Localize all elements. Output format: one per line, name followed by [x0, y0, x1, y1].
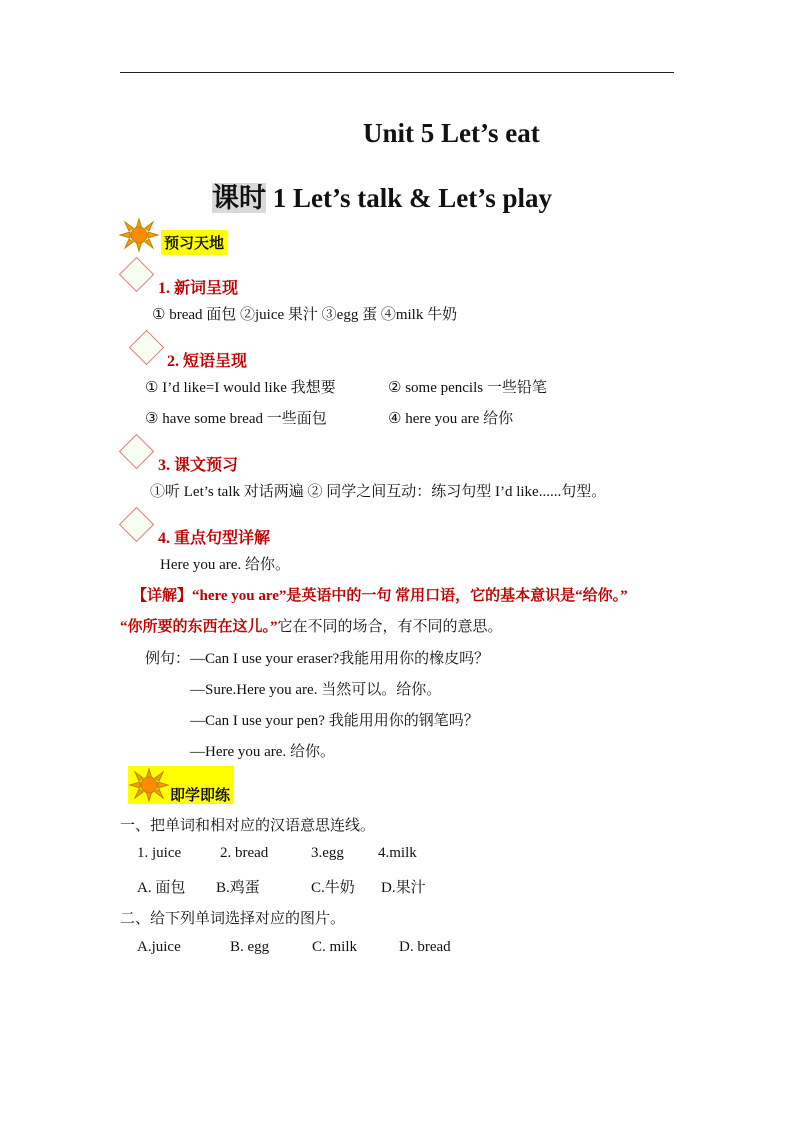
q1-word-4: 4.milk — [378, 845, 417, 861]
section-2-heading: 2. 短语呈现 — [167, 353, 248, 370]
diamond-icon — [119, 434, 154, 469]
diamond-icon — [129, 330, 164, 365]
preview-badge: 预习天地 — [161, 230, 227, 255]
lesson-label: 课时 — [212, 183, 266, 213]
diamond-icon — [119, 257, 154, 292]
sun-icon — [118, 218, 160, 252]
q1-meaning-d: D.果汁 — [381, 880, 426, 896]
q2-option-c: C. milk — [312, 939, 358, 955]
practice-badge: 即学即练 — [170, 788, 231, 804]
example-label: 例句： — [145, 651, 191, 667]
phrase-2: ② some pencils 一些铅笔 — [388, 380, 547, 396]
q1-word-2: 2. bread — [220, 845, 269, 861]
detail-line-2 — [120, 615, 503, 636]
q2-prompt: 二、给下列单词选择对应的图片。 — [120, 911, 346, 927]
q1-meaning-c: C.牛奶 — [311, 880, 355, 896]
phrase-1: ① I’d like=I would like 我想要 — [145, 380, 336, 396]
example-3: —Can I use your pen? 我能用用你的钢笔吗？ — [190, 713, 479, 729]
q1-prompt: 一、把单词和相对应的汉语意思连线。 — [120, 818, 376, 834]
lesson-title-text: 1 Let’s talk & Let’s play — [272, 183, 552, 213]
diamond-icon — [119, 507, 154, 542]
q2-option-a: A.juice — [137, 939, 181, 955]
detail-rest: 它在不同的场合，有不同的意思。 — [277, 619, 503, 635]
q1-word-3: 3.egg — [311, 845, 344, 861]
section-1-heading: 1. 新词呈现 — [158, 280, 239, 297]
q1-meaning-b: B.鸡蛋 — [216, 880, 260, 896]
example-2: —Sure.Here you are. 当然可以。给你。 — [190, 682, 442, 698]
sun-icon — [128, 768, 170, 802]
text-preview-line: ①听 Let’s talk 对话两遍 ② 同学之间互动：练习句型 I’d like......句型。 — [150, 484, 607, 500]
q2-option-d: D. bread — [399, 939, 451, 955]
example-1: —Can I use your eraser?我能用用你的橡皮吗？ — [190, 651, 490, 667]
section-3-heading: 3. 课文预习 — [158, 457, 239, 474]
lesson-title — [212, 176, 552, 215]
q2-option-b: B. egg — [230, 939, 270, 955]
phrase-3: ③ have some bread 一些面包 — [145, 411, 327, 427]
section-4-heading: 4. 重点句型详解 — [158, 530, 271, 547]
unit-title: Unit 5 Let’s eat — [363, 118, 540, 148]
header-rule — [120, 72, 674, 73]
key-sentence: Here you are. 给你。 — [160, 557, 290, 573]
phrase-4: ④ here you are 给你 — [388, 411, 514, 427]
q1-word-1: 1. juice — [137, 845, 182, 861]
example-4: —Here you are. 给你。 — [190, 744, 335, 760]
detail-bold-2: “你所要的东西在这儿。” — [120, 619, 278, 635]
new-words-line: ① bread 面包 ②juice 果汁 ③egg 蛋 ④milk 牛奶 — [152, 307, 458, 323]
detail-line-1: 【详解】“here you are”是英语中的一句 常用口语，它的基本意识是“给你。” — [132, 588, 628, 604]
q1-meaning-a: A. 面包 — [137, 880, 186, 896]
